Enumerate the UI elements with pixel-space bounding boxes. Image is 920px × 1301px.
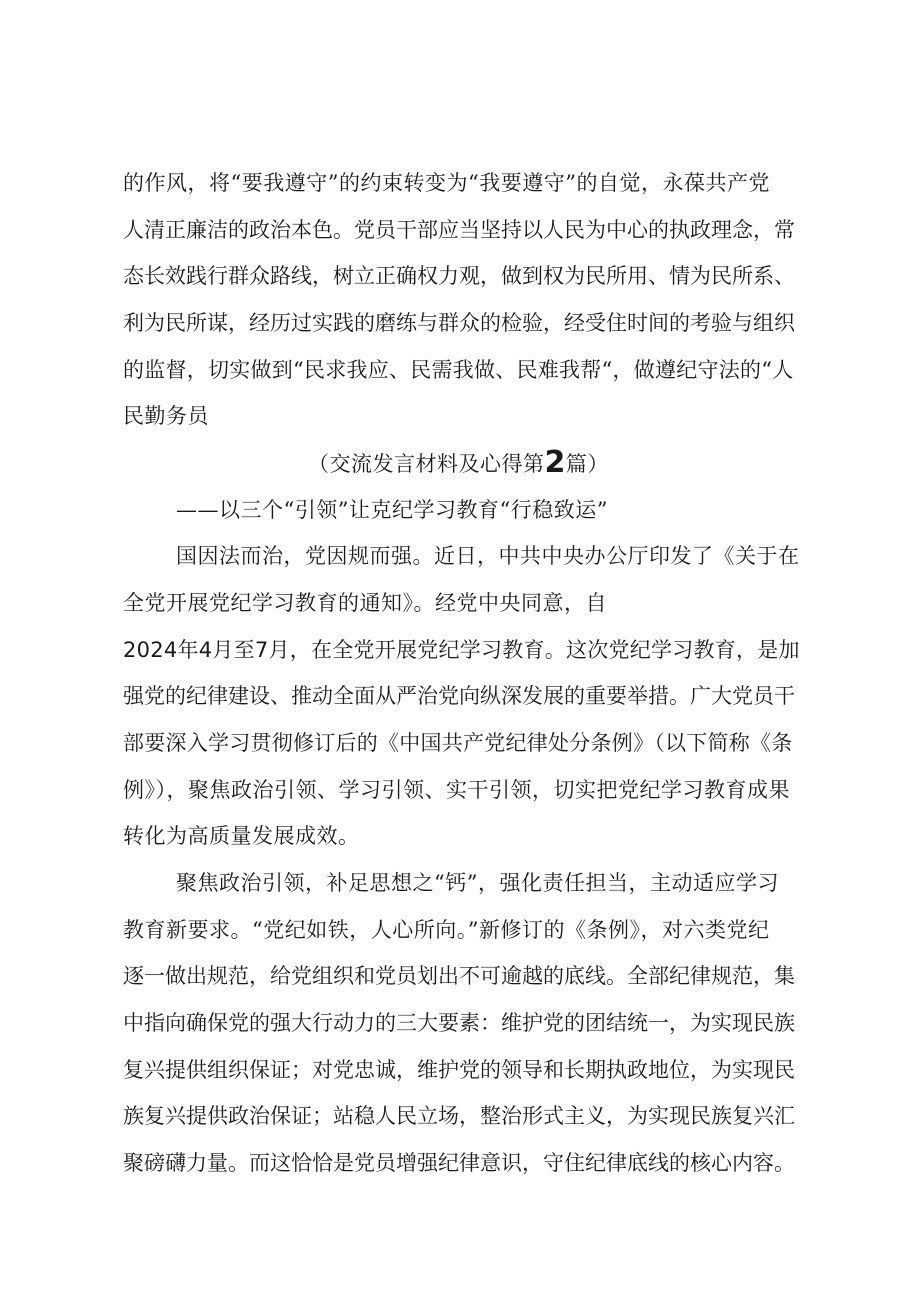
body-text-line: 利为民所谋，经历过实践的磨练与群众的检验，经受住时间的考验与组织 bbox=[123, 311, 795, 335]
body-text-line: 态长效践行群众路线，树立正确权力观，做到权为民所用、情为民所系、 bbox=[123, 264, 795, 288]
body-text-line: 转化为高质量发展成效。 bbox=[123, 824, 360, 848]
body-text-line: 聚磅礴力量。而这恰恰是党员增强纪律意识，守住纪律底线的核心内容。 bbox=[123, 1151, 795, 1175]
body-text-line: 中指向确保党的强大行动力的三大要素：维护党的团结统一，为实现民族 bbox=[123, 1011, 795, 1035]
body-text-line: 例》），聚焦政治引领、学习引领、实干引领，切实把党纪学习教育成果 bbox=[123, 778, 790, 802]
body-text-line: 全党开展党纪学习教育的通知》。经党中央同意，自 bbox=[123, 591, 607, 615]
year-number: 2024 bbox=[123, 638, 178, 662]
text-fragment: 月，在全党开展党纪学习教育。这次党纪学习教育，是加 bbox=[268, 638, 800, 662]
section-subtitle: ——以三个“引领”让克纪学习教育“行稳致运” bbox=[176, 498, 608, 522]
body-text-line: 复兴提供组织保证；对党忠诚，维护党的领导和长期执政地位，为实现民 bbox=[123, 1058, 795, 1082]
body-text-line: 聚焦政治引领，补足思想之“钙”，强化责任担当，主动适应学习 bbox=[176, 871, 779, 895]
body-text-line: 强党的纪律建设、推动全面从严治党向纵深发展的重要举措。广大党员干 bbox=[123, 684, 795, 708]
body-text-line: 民勤务员 bbox=[123, 404, 209, 428]
body-text-line: 的作风，将“要我遵守”的约束转变为“我要遵守”的自觉，永葆共产党 bbox=[123, 171, 770, 195]
body-text-line: 教育新要求。“党纪如铁，人心所向。”新修订的《条例》，对六类党纪 bbox=[123, 918, 770, 942]
heading-prefix: （交流发言材料及心得第 bbox=[308, 452, 545, 476]
body-text-line bbox=[123, 636, 800, 664]
body-text-line: 逐一做出规范，给党组织和党员划出不可逾越的底线。全部纪律规范，集 bbox=[123, 964, 795, 988]
month-number: 7 bbox=[254, 638, 269, 662]
heading-suffix: 篇） bbox=[565, 452, 609, 476]
text-fragment: 月至 bbox=[212, 638, 255, 662]
body-text-line: 人清正廉洁的政治本色。党员干部应当坚持以人民为中心的执政理念，常 bbox=[123, 218, 795, 242]
body-text-line: 部要深入学习贯彻修订后的《中国共产党纪律处分条例》（以下简称《条 bbox=[123, 731, 793, 755]
section-heading bbox=[308, 445, 609, 480]
text-fragment: 年 bbox=[177, 638, 199, 662]
body-text-line: 的监督，切实做到“民求我应、民需我做、民难我帮“，做遵纪守法的“人 bbox=[123, 358, 794, 382]
body-text-line: 国因法而治，党因规而强。近日，中共中央办公厅印发了《关于在 bbox=[176, 544, 800, 568]
month-number: 4 bbox=[198, 638, 213, 662]
body-text-line: 族复兴提供政治保证；站稳人民立场，整治形式主义，为实现民族复兴汇 bbox=[123, 1104, 795, 1128]
heading-number: 2 bbox=[544, 445, 566, 480]
